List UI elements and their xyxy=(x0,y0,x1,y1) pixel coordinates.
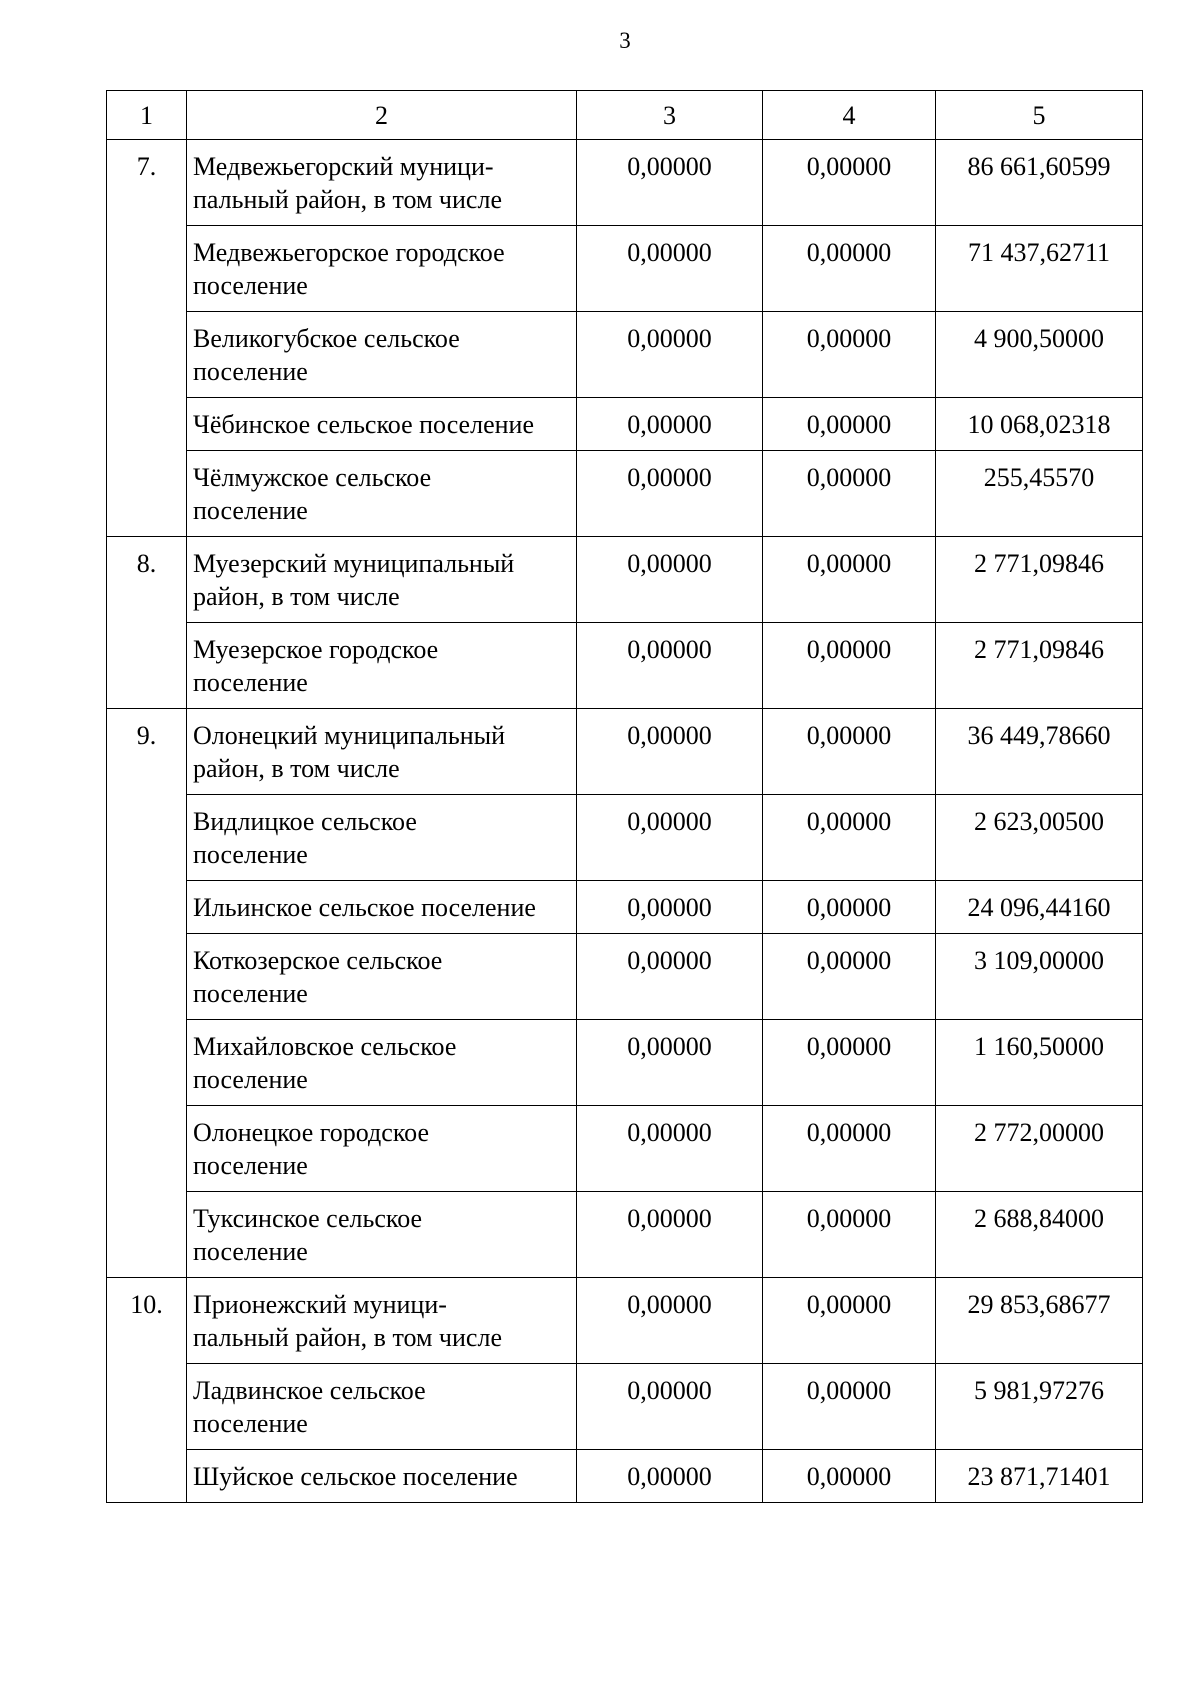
value-col4: 0,00000 xyxy=(763,623,936,709)
value-col5: 5 981,97276 xyxy=(936,1364,1143,1450)
value-col4: 0,00000 xyxy=(763,1364,936,1450)
table-row xyxy=(107,1450,1143,1503)
table-row xyxy=(107,623,1143,709)
municipality-name-line: Коткозерское сельское xyxy=(193,946,443,975)
value-col3: 0,00000 xyxy=(577,934,763,1020)
value-col4: 0,00000 xyxy=(763,1106,936,1192)
table-row xyxy=(107,709,1143,795)
value-col3: 0,00000 xyxy=(577,1020,763,1106)
value-col3: 0,00000 xyxy=(577,881,763,934)
value-col5: 10 068,02318 xyxy=(936,398,1143,451)
municipality-name xyxy=(187,226,577,312)
value-col5: 3 109,00000 xyxy=(936,934,1143,1020)
page-number: 3 xyxy=(619,28,631,53)
value-col4: 0,00000 xyxy=(763,398,936,451)
value-col5: 29 853,68677 xyxy=(936,1278,1143,1364)
municipality-name xyxy=(187,451,577,537)
value-col4: 0,00000 xyxy=(763,709,936,795)
table-row xyxy=(107,881,1143,934)
row-number: 10. xyxy=(107,1278,187,1503)
table-body xyxy=(107,140,1143,1503)
municipality-name-line: Чёбинское сельское поселение xyxy=(193,410,534,439)
value-col4: 0,00000 xyxy=(763,1020,936,1106)
municipality-name-line: поселение xyxy=(193,1065,308,1094)
municipality-name-line: поселение xyxy=(193,1151,308,1180)
table-header-row xyxy=(107,91,1143,140)
value-col5: 2 772,00000 xyxy=(936,1106,1143,1192)
column-header: 5 xyxy=(936,91,1143,140)
municipality-name-line: Ильинское сельское поселение xyxy=(193,893,536,922)
table-row xyxy=(107,1106,1143,1192)
municipality-name xyxy=(187,623,577,709)
value-col5: 255,45570 xyxy=(936,451,1143,537)
column-header: 2 xyxy=(187,91,577,140)
value-col5: 2 771,09846 xyxy=(936,537,1143,623)
value-col5: 4 900,50000 xyxy=(936,312,1143,398)
municipality-name xyxy=(187,1450,577,1503)
value-col4: 0,00000 xyxy=(763,934,936,1020)
value-col4: 0,00000 xyxy=(763,1450,936,1503)
table-row xyxy=(107,537,1143,623)
municipality-name-line: Медвежьегорский муници- xyxy=(193,152,494,181)
municipality-name-line: поселение xyxy=(193,668,308,697)
value-col4: 0,00000 xyxy=(763,312,936,398)
value-col3: 0,00000 xyxy=(577,398,763,451)
table-row xyxy=(107,795,1143,881)
municipality-name-line: поселение xyxy=(193,1409,308,1438)
municipality-name-line: Олонецкий муниципальный xyxy=(193,721,505,750)
table-row xyxy=(107,1192,1143,1278)
table-row xyxy=(107,1364,1143,1450)
municipality-name-line: поселение xyxy=(193,496,308,525)
municipality-name xyxy=(187,881,577,934)
table-row xyxy=(107,398,1143,451)
municipality-name xyxy=(187,1364,577,1450)
municipality-name xyxy=(187,140,577,226)
municipality-name-line: Ладвинское сельское xyxy=(193,1376,426,1405)
value-col5: 1 160,50000 xyxy=(936,1020,1143,1106)
value-col3: 0,00000 xyxy=(577,1364,763,1450)
municipality-name-line: Шуйское сельское поселение xyxy=(193,1462,518,1491)
value-col4: 0,00000 xyxy=(763,881,936,934)
value-col3: 0,00000 xyxy=(577,451,763,537)
value-col5: 71 437,62711 xyxy=(936,226,1143,312)
municipality-name-line: Чёлмужское сельское xyxy=(193,463,432,492)
municipality-name xyxy=(187,1020,577,1106)
municipality-name xyxy=(187,398,577,451)
value-col5: 86 661,60599 xyxy=(936,140,1143,226)
value-col4: 0,00000 xyxy=(763,1278,936,1364)
municipality-name-line: Муезерское городское xyxy=(193,635,439,664)
municipality-name-line: поселение xyxy=(193,1237,308,1266)
value-col4: 0,00000 xyxy=(763,140,936,226)
value-col5: 2 623,00500 xyxy=(936,795,1143,881)
table-row xyxy=(107,312,1143,398)
municipality-name-line: поселение xyxy=(193,271,308,300)
municipality-name-line: пальный район, в том числе xyxy=(193,1323,502,1352)
value-col3: 0,00000 xyxy=(577,226,763,312)
value-col5: 23 871,71401 xyxy=(936,1450,1143,1503)
value-col3: 0,00000 xyxy=(577,1106,763,1192)
municipality-name xyxy=(187,1106,577,1192)
municipality-name xyxy=(187,1192,577,1278)
municipality-name xyxy=(187,537,577,623)
municipality-name-line: поселение xyxy=(193,357,308,386)
value-col5: 36 449,78660 xyxy=(936,709,1143,795)
row-number: 7. xyxy=(107,140,187,537)
table-row xyxy=(107,451,1143,537)
value-col3: 0,00000 xyxy=(577,312,763,398)
municipality-name-line: Видлицкое сельское xyxy=(193,807,417,836)
municipality-name-line: поселение xyxy=(193,979,308,1008)
value-col4: 0,00000 xyxy=(763,451,936,537)
row-number: 8. xyxy=(107,537,187,709)
table-row xyxy=(107,226,1143,312)
value-col5: 24 096,44160 xyxy=(936,881,1143,934)
value-col3: 0,00000 xyxy=(577,795,763,881)
value-col4: 0,00000 xyxy=(763,1192,936,1278)
municipality-name-line: район, в том числе xyxy=(193,754,400,783)
column-header: 1 xyxy=(107,91,187,140)
municipality-name-line: Медвежьегорское городское xyxy=(193,238,505,267)
municipality-name-line: Муезерский муниципальный xyxy=(193,549,515,578)
municipality-name-line: пальный район, в том числе xyxy=(193,185,502,214)
column-header: 3 xyxy=(577,91,763,140)
municipality-name-line: Туксинское сельское xyxy=(193,1204,423,1233)
municipality-name-line: район, в том числе xyxy=(193,582,400,611)
value-col5: 2 771,09846 xyxy=(936,623,1143,709)
value-col3: 0,00000 xyxy=(577,140,763,226)
value-col3: 0,00000 xyxy=(577,537,763,623)
value-col3: 0,00000 xyxy=(577,1450,763,1503)
value-col3: 0,00000 xyxy=(577,709,763,795)
table-row xyxy=(107,1020,1143,1106)
value-col5: 2 688,84000 xyxy=(936,1192,1143,1278)
municipality-name-line: Прионежский муници- xyxy=(193,1290,447,1319)
municipality-name-line: Великогубское сельское xyxy=(193,324,460,353)
municipality-name xyxy=(187,709,577,795)
value-col4: 0,00000 xyxy=(763,537,936,623)
value-col4: 0,00000 xyxy=(763,795,936,881)
value-col4: 0,00000 xyxy=(763,226,936,312)
row-number: 9. xyxy=(107,709,187,1278)
table-row xyxy=(107,140,1143,226)
value-col3: 0,00000 xyxy=(577,1192,763,1278)
table-row xyxy=(107,934,1143,1020)
data-table xyxy=(106,90,1143,1503)
municipality-name xyxy=(187,312,577,398)
value-col3: 0,00000 xyxy=(577,623,763,709)
column-header: 4 xyxy=(763,91,936,140)
municipality-name-line: поселение xyxy=(193,840,308,869)
value-col3: 0,00000 xyxy=(577,1278,763,1364)
municipality-name-line: Олонецкое городское xyxy=(193,1118,429,1147)
municipality-name xyxy=(187,795,577,881)
municipality-name-line: Михайловское сельское xyxy=(193,1032,457,1061)
municipality-name xyxy=(187,1278,577,1364)
table-row xyxy=(107,1278,1143,1364)
municipality-name xyxy=(187,934,577,1020)
